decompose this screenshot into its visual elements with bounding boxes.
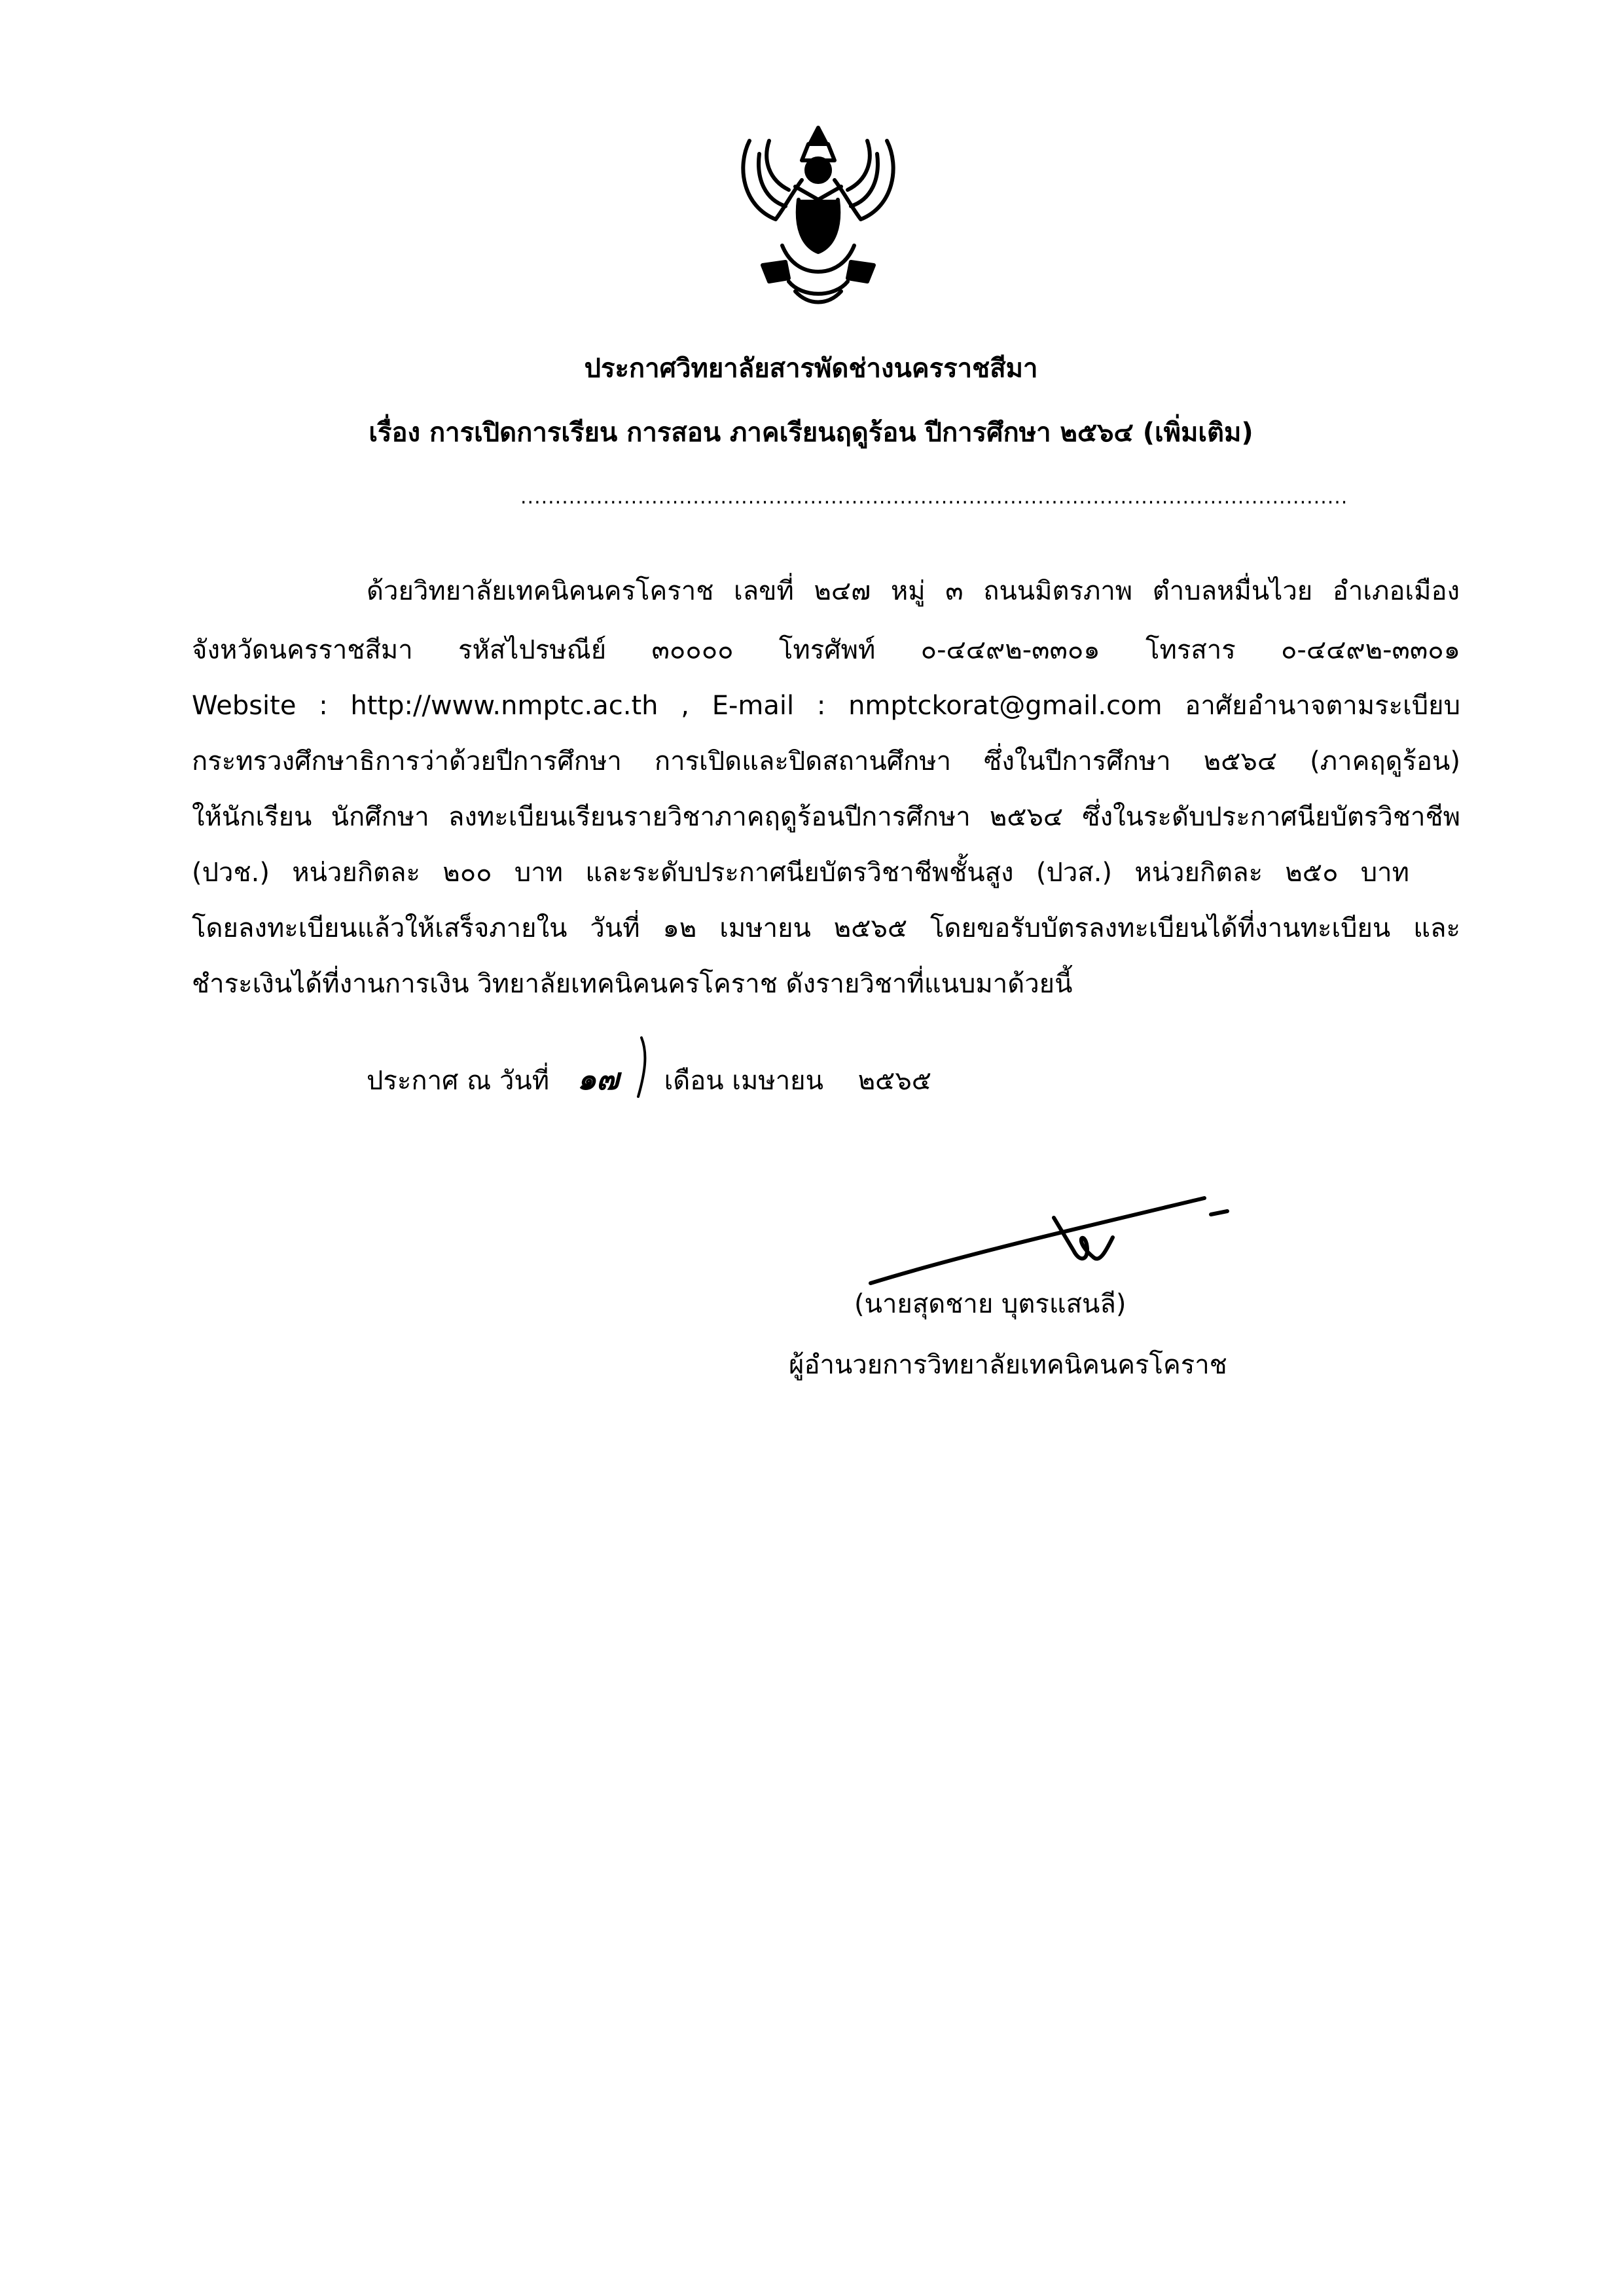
body-line: (ปวช.) หน่วยกิตละ ๒๐๐ บาท และระดับประกาศนียบัตรวิชาชีพชั้นสูง (ปวส.) หน่วยกิตละ ๒๕๐ บาท	[192, 858, 1409, 888]
announcement-subject: เรื่อง การเปิดการเรียน การสอน ภาคเรียนฤดูร้อน ปีการศึกษา ๒๕๖๔ (เพิ่มเติม)	[369, 418, 1253, 448]
body-line: Website : http://www.nmptc.ac.th , E-mail : nmptckorat@gmail.com อาศัยอำนาจตามระเบียบ	[192, 691, 1460, 721]
date-month: เดือน เมษายน	[664, 1066, 823, 1096]
body-line: จังหวัดนครราชสีมา รหัสไปรษณีย์ ๓๐๐๐๐ โทรศัพท์ ๐-๔๔๙๒-๓๓๐๑ โทรสาร ๐-๔๔๙๒-๓๓๐๑	[192, 635, 1460, 665]
handwritten-signature-icon	[857, 1178, 1237, 1296]
date-year: ๒๕๖๕	[857, 1066, 931, 1096]
handwritten-stroke-icon	[569, 1034, 668, 1106]
signatory-position: ผู้อำนวยการวิทยาลัยเทคนิคนครโคราช	[789, 1350, 1227, 1380]
body-line: ด้วยวิทยาลัยเทคนิคนครโคราช เลขที่ ๒๔๗ หมู่ ๓ ถนนมิตรภาพ ตำบลหมื่นไวย อำเภอเมือง	[367, 576, 1460, 606]
body-line: ชำระเงินได้ที่งานการเงิน วิทยาลัยเทคนิคนครโคราช ดังรายวิชาที่แนบมาด้วยนี้	[192, 969, 1073, 999]
date-prefix: ประกาศ ณ วันที่	[367, 1066, 550, 1096]
signatory-name: (นายสุดชาย บุตรแสนลี)	[854, 1289, 1126, 1319]
body-line: ให้นักเรียน นักศึกษา ลงทะเบียนเรียนรายวิชาภาคฤดูร้อนปีการศึกษา ๒๕๖๔ ซึ่งในระดับประกาศนียบัตรวิชาชีพ	[192, 802, 1460, 832]
date-day: ๑๗	[577, 1061, 619, 1097]
garuda-emblem-icon	[723, 115, 913, 311]
title-separator: ........................................................................................................................	[520, 486, 1348, 509]
body-line: โดยลงทะเบียนแล้วให้เสร็จภายใน วันที่ ๑๒ เมษายน ๒๕๖๕ โดยขอรับบัตรลงทะเบียนได้ที่งานทะเบียน และ	[192, 913, 1460, 943]
body-line: กระทรวงศึกษาธิการว่าด้วยปีการศึกษา การเปิดและปิดสถานศึกษา ซึ่งในปีการศึกษา ๒๕๖๔ (ภาคฤดูร้อน)	[192, 746, 1460, 776]
announcement-title: ประกาศวิทยาลัยสารพัดช่างนครราชสีมา	[584, 354, 1038, 384]
